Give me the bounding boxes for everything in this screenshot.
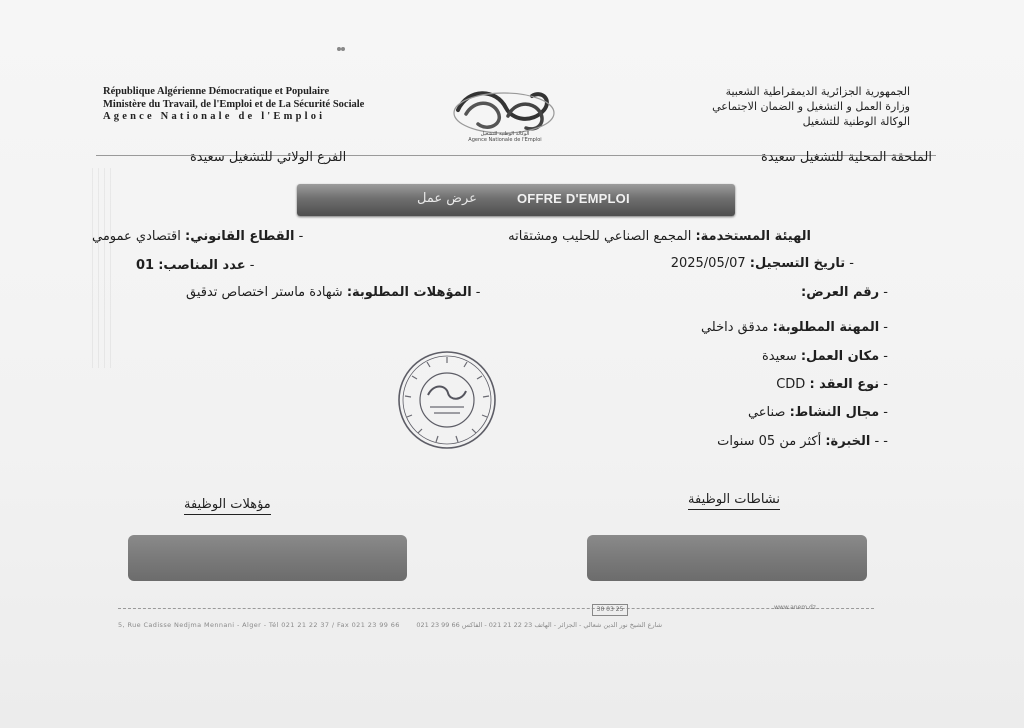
contract-row: - نوع العقد : CDD xyxy=(776,377,888,392)
ar-republic-line: الجمهورية الجزائرية الديمقراطية الشعبية xyxy=(725,85,910,98)
footer-website: www.anem.dz xyxy=(774,604,816,611)
workplace-row: - مكان العمل: سعيدة xyxy=(761,349,888,364)
sector-row: - القطاع القانوني: اقتصادي عمومي xyxy=(92,229,304,244)
logo-caption xyxy=(450,131,560,143)
positions-value: 01 xyxy=(136,258,155,273)
printer-mark-icon xyxy=(336,46,346,52)
footer-address xyxy=(118,621,892,629)
positions-row: - عدد المناصب: 01 xyxy=(136,258,255,273)
bleed-through-shadow xyxy=(92,168,116,368)
registration-label: تاريخ التسجيل: xyxy=(749,256,846,271)
fr-ministry-line: Ministère du Travail, de l'Emploi et de La Sécurité Sociale xyxy=(103,98,365,110)
activities-title: نشاطات الوظيفة xyxy=(688,492,780,510)
logo-caption-fr: Agence Nationale de l'Emploi xyxy=(468,137,542,143)
offer-number-label: رقم العرض: xyxy=(801,285,880,300)
employer-value: المجمع الصناعي للحليب ومشتقاته xyxy=(508,229,692,244)
sector-value: اقتصادي عمومي xyxy=(92,229,181,244)
sector-label: القطاع القانوني: xyxy=(185,229,295,244)
footer-address-fr: 5, Rue Cadisse Nedjma Mennani - Alger - Tél 021 21 22 37 / Fax 021 23 99 66 xyxy=(118,621,400,629)
qualifications-title: مؤهلات الوظيفة xyxy=(184,497,271,515)
banner-title-fr: OFFRE D'EMPLOI xyxy=(517,191,630,206)
ar-agency-line: الوكالة الوطنية للتشغيل xyxy=(802,115,910,128)
activity-row: - مجال النشاط: صناعي xyxy=(747,405,888,420)
contract-value: CDD xyxy=(776,377,806,392)
arabic-letterhead xyxy=(580,84,910,129)
activity-label: مجال النشاط: xyxy=(789,405,880,420)
branch-office: الفرع الولائي للتشغيل سعيدة xyxy=(190,150,347,165)
qualifications-value: شهادة ماستر اختصاص تدقيق xyxy=(186,285,343,300)
profession-label: المهنة المطلوبة: xyxy=(772,320,880,335)
logo-caption-ar: الوكالة الوطنية للتشغيل xyxy=(480,131,530,137)
footer-divider xyxy=(118,608,874,609)
workplace-value: سعيدة xyxy=(761,349,797,364)
registration-value: 2025/05/07 xyxy=(670,256,746,271)
experience-value: أكثر من 05 سنوات xyxy=(717,434,822,449)
footer-page-code: 30 03 25 xyxy=(592,604,628,616)
qualifications-label: المؤهلات المطلوبة: xyxy=(346,285,472,300)
qualifications-row: - المؤهلات المطلوبة: شهادة ماستر اختصاص تدقيق xyxy=(186,285,481,300)
activity-value: صناعي xyxy=(747,405,786,420)
agency-seal-icon xyxy=(396,349,498,451)
ar-ministry-line: وزارة العمل و التشغيل و الضمان الاجتماعي xyxy=(712,100,910,113)
footer-address-ar: شارع الشيخ نور الدين شعالي - الجزائر - الهاتف 23 22 21 021 - الفاكس 66 99 23 021 xyxy=(416,621,663,629)
profession-row: - المهنة المطلوبة: مدقق داخلي xyxy=(700,320,888,335)
activities-redaction xyxy=(587,535,867,581)
contract-label: نوع العقد : xyxy=(809,377,880,392)
offer-banner xyxy=(297,184,735,216)
positions-label: عدد المناصب: xyxy=(158,258,246,273)
employer-row xyxy=(508,229,811,244)
workplace-label: مكان العمل: xyxy=(800,349,880,364)
fr-republic-line: République Algérienne Démocratique et Populaire xyxy=(103,86,330,97)
employer-label: الهيئة المستخدمة: xyxy=(695,229,811,244)
qualifications-redaction xyxy=(128,535,407,581)
offer-number-row: - رقم العرض: xyxy=(801,285,888,300)
banner-title-ar: عرض عمل xyxy=(417,191,477,206)
french-letterhead xyxy=(103,86,433,124)
experience-row: - - الخبرة: أكثر من 05 سنوات xyxy=(717,434,888,449)
registration-row: - تاريخ التسجيل: 2025/05/07 xyxy=(670,256,854,271)
profession-value: مدقق داخلي xyxy=(700,320,769,335)
experience-label: الخبرة: xyxy=(825,434,871,449)
fr-agency-line: Agence Nationale de l'Emploi xyxy=(103,111,326,122)
local-office: الملحقة المحلية للتشغيل سعيدة xyxy=(761,150,932,165)
